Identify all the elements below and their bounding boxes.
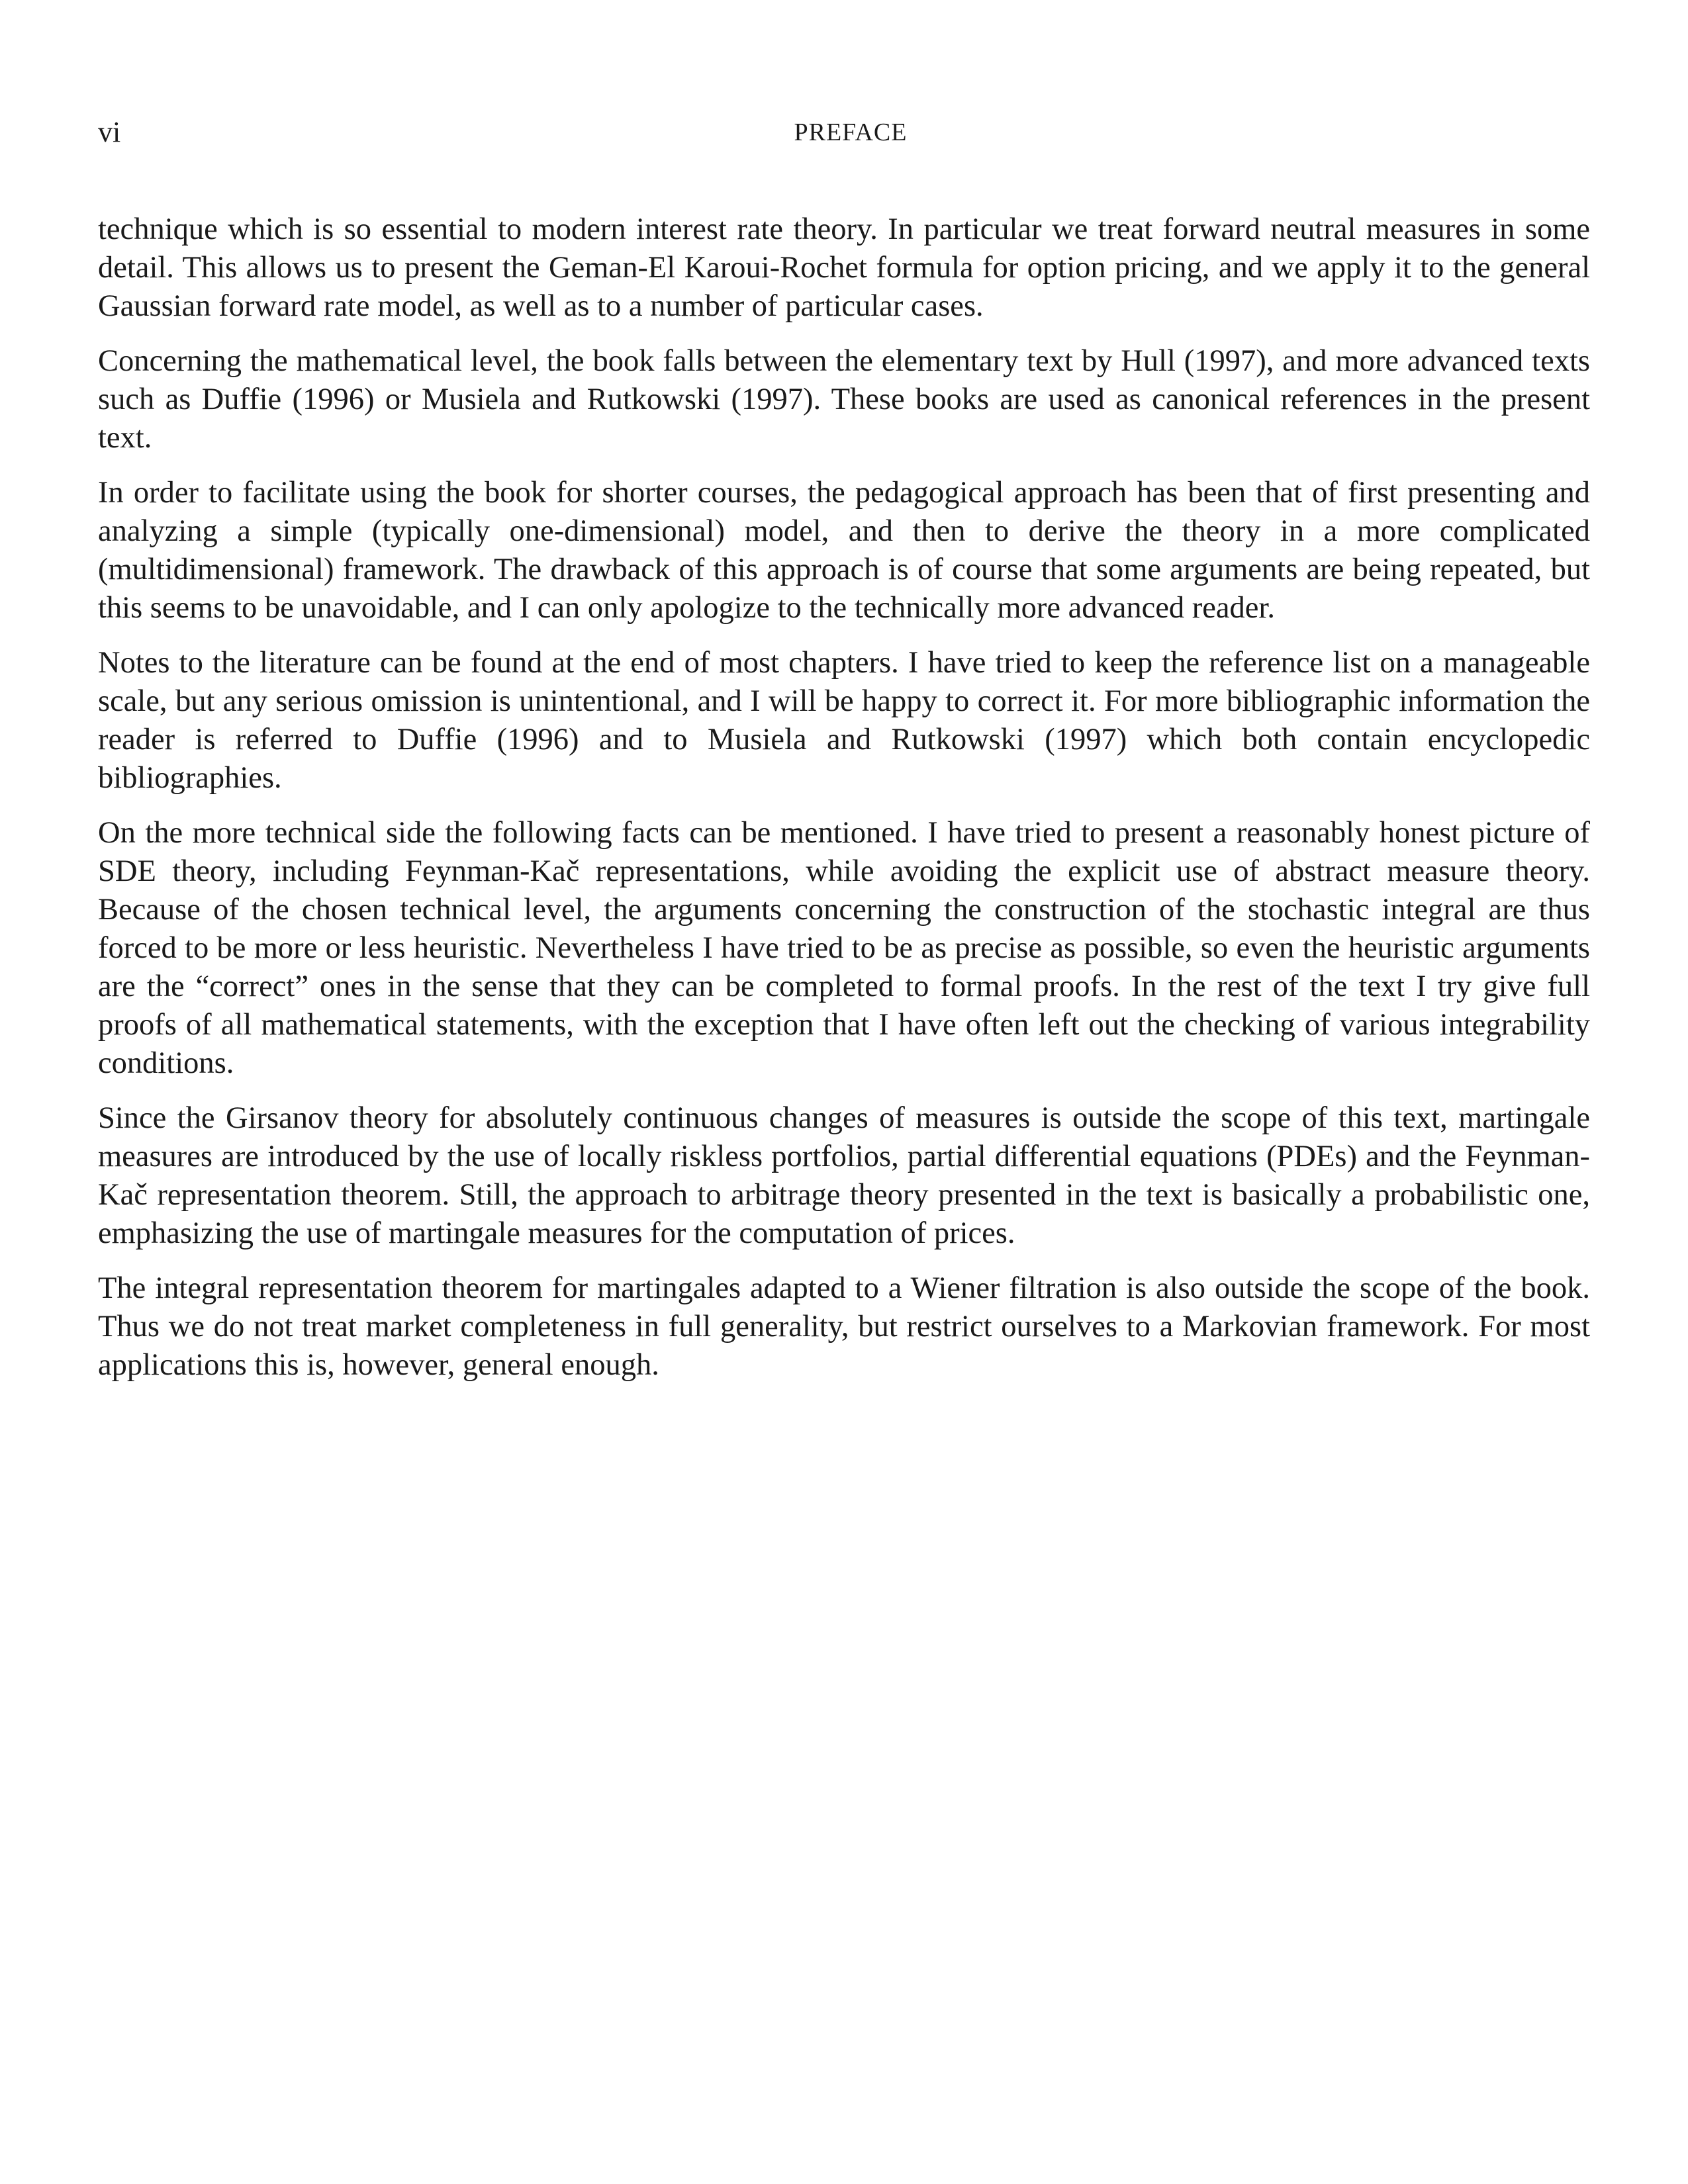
paragraph: Since the Girsanov theory for absolutely continuous changes of measures is outside the scope of this text, martingale measures are introduced by the use of locally riskless portfolios, partial differential equations (PDEs) and the Feynman-Kač representation theorem. Still, the approach to arbitrage theory presented in the text is basically a probabilistic one, emphasizing the use of martingale measures for the computation of prices.	[98, 1101, 1590, 1250]
running-head: PREFACE	[794, 118, 908, 146]
paragraph: The integral representation theorem for martingales adapted to a Wiener filtration is also outside the scope of the book. Thus we do not treat market completeness in full generality, but restrict ourselves to a Markovian framework. For most applications this is, however, general enough.	[98, 1271, 1590, 1382]
paragraph: In order to facilitate using the book for shorter courses, the pedagogical approach has been that of first presenting and analyzing a simple (typically one-dimensional) model, and then to derive the theory in a more complicated (multidimensional) framework. The drawback of this approach is of course that some arguments are being repeated, but this seems to be unavoidable, and I can only apologize to the technically more advanced reader.	[98, 476, 1590, 625]
paragraph: Concerning the mathematical level, the book falls between the elementary text by Hull (1997), and more advanced texts such as Duffie (1996) or Musiela and Rutkowski (1997). These books are used as canonical references in the present text.	[98, 344, 1590, 455]
paragraph: Notes to the literature can be found at the end of most chapters. I have tried to keep the reference list on a manageable scale, but any serious omission is unintentional, and I will be happy to correct it. For more bibliographic information the reader is referred to Duffie (1996) and to Musiela and Rutkowski (1997) which both contain encyclopedic bibliographies.	[98, 646, 1590, 795]
body-text	[98, 210, 1590, 1401]
paragraph: On the more technical side the following facts can be mentioned. I have tried to present a reasonably honest picture of SDE theory, including Feynman-Kač representations, while avoiding the explicit use of abstract measure theory. Because of the chosen technical level, the arguments concerning the construction of the stochastic integral are thus forced to be more or less heuristic. Nevertheless I have tried to be as precise as possible, so even the heuristic arguments are the “correct” ones in the sense that they can be completed to formal proofs. In the rest of the text I try give full proofs of all mathematical statements, with the exception that I have often left out the checking of various integrability conditions.	[98, 816, 1590, 1080]
paragraph: technique which is so essential to modern interest rate theory. In particular we treat forward neutral measures in some detail. This allows us to present the Geman-El Karoui-Rochet formula for option pricing, and we apply it to the general Gaussian forward rate model, as well as to a number of particular cases.	[98, 212, 1590, 323]
page-header	[98, 113, 1590, 152]
page-number: vi	[98, 116, 121, 148]
